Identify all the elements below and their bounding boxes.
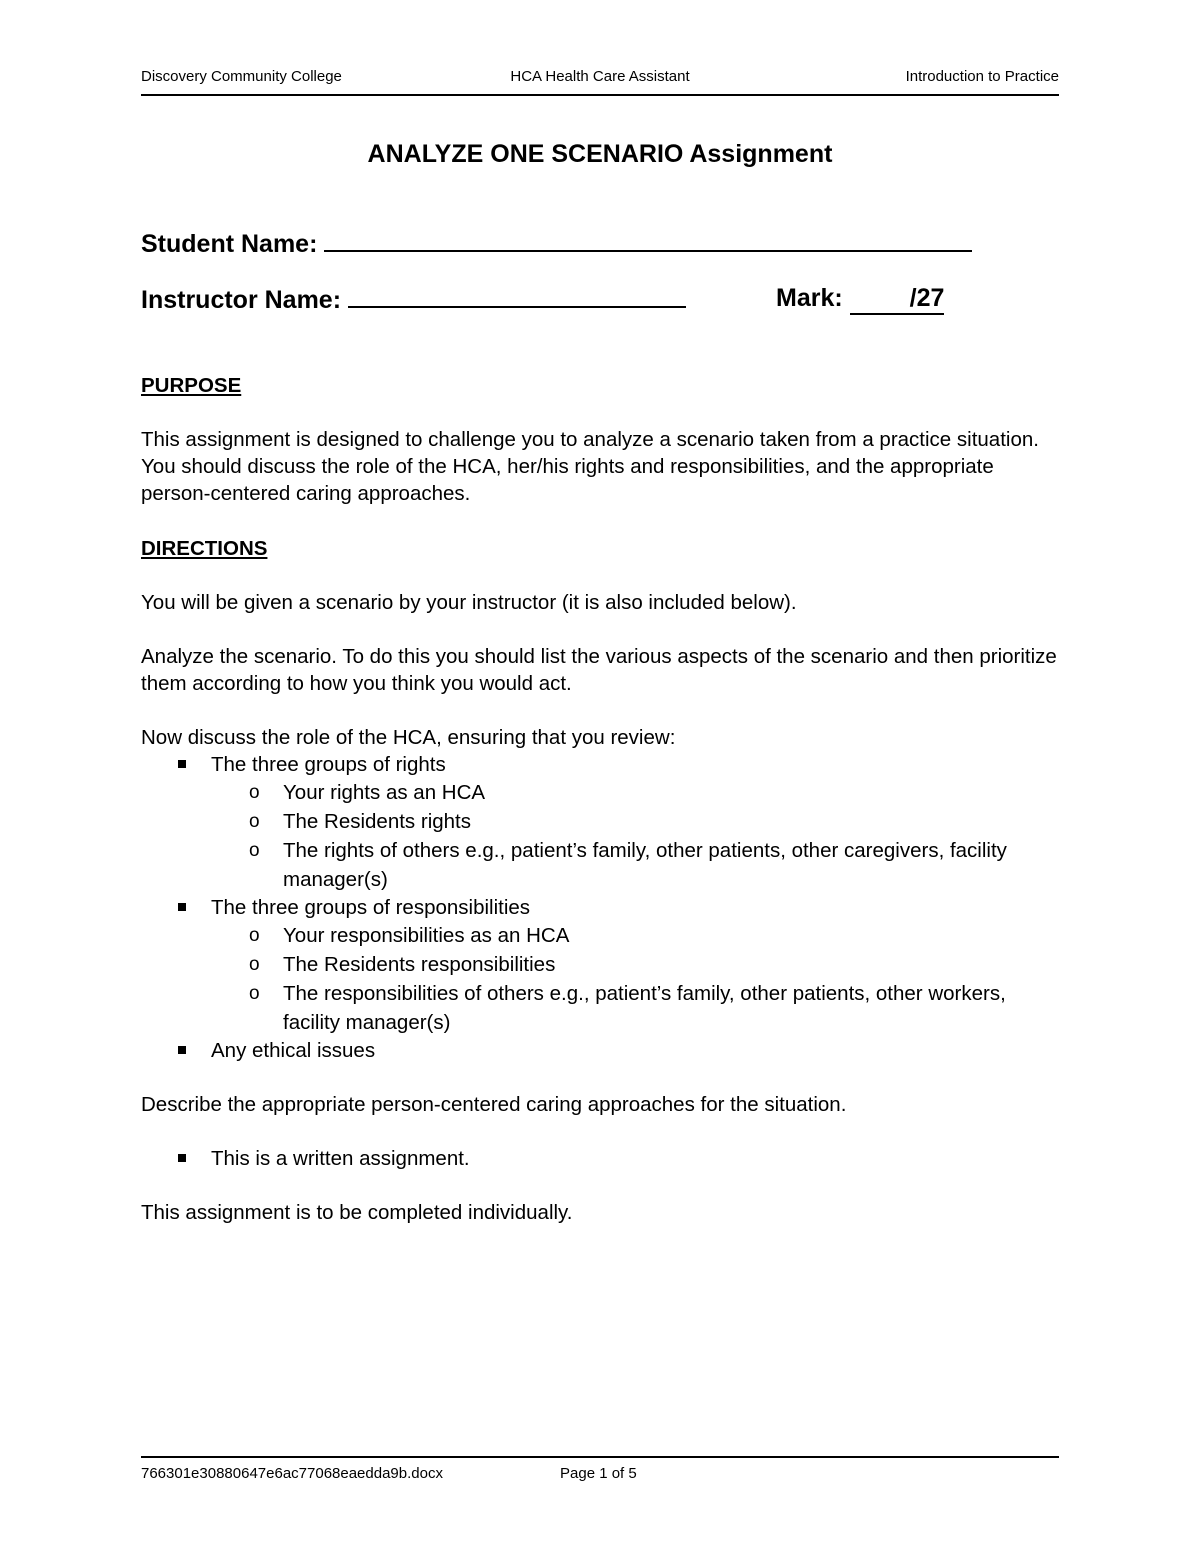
page-title: ANALYZE ONE SCENARIO Assignment bbox=[367, 140, 833, 168]
list-item bbox=[141, 894, 1061, 1037]
purpose-text: This assignment is designed to challenge you to analyze a scenario taken from a practice situation. You should discuss the role of the HCA, her/his rights and responsibilities, and the appropriate person-centered caring approaches. bbox=[141, 428, 1039, 505]
student-name-field[interactable] bbox=[141, 228, 972, 259]
list-item-label: Your responsibilities as an HCA bbox=[283, 924, 570, 947]
page-header bbox=[141, 68, 1059, 90]
list-item bbox=[141, 979, 1061, 1037]
list-item-label: The rights of others e.g., patient’s family, other patients, other caregivers, facility manager(s) bbox=[283, 839, 1007, 891]
directions-paragraph-4: Describe the appropriate person-centered caring approaches for the situation. bbox=[141, 1093, 847, 1116]
list-item bbox=[141, 807, 1061, 836]
directions-paragraph-3: Now discuss the role of the HCA, ensuring that you review: bbox=[141, 726, 676, 749]
list-item bbox=[141, 1037, 1061, 1064]
directions-heading: DIRECTIONS bbox=[141, 537, 268, 560]
mark-field[interactable] bbox=[776, 284, 944, 315]
list-item bbox=[141, 778, 1061, 807]
sub-list bbox=[141, 778, 1061, 894]
student-name-label: Student Name: bbox=[141, 230, 318, 258]
sub-list bbox=[141, 921, 1061, 1037]
instructor-name-label: Instructor Name: bbox=[141, 286, 342, 314]
footer-filename: 766301e30880647e6ac77068eaedda9b.docx bbox=[141, 1465, 443, 1482]
written-list bbox=[141, 1145, 1061, 1172]
directions-paragraph-2: Analyze the scenario. To do this you should list the various aspects of the scenario and then prioritize them according to how you think you would act. bbox=[141, 645, 1057, 695]
list-item-label: The Residents rights bbox=[283, 810, 472, 833]
student-name-blank[interactable] bbox=[324, 228, 972, 252]
header-divider bbox=[141, 94, 1059, 96]
list-item-label: The three groups of responsibilities bbox=[211, 896, 531, 919]
mark-total: /27 bbox=[850, 284, 945, 315]
page-footer bbox=[141, 1465, 1059, 1485]
header-program: HCA Health Care Assistant bbox=[510, 68, 690, 85]
circle-bullet-icon: o bbox=[249, 840, 260, 861]
header-college: Discovery Community College bbox=[141, 68, 342, 85]
circle-bullet-icon: o bbox=[249, 983, 260, 1004]
purpose-heading: PURPOSE bbox=[141, 374, 242, 397]
footer-page-number: Page 1 of 5 bbox=[560, 1465, 637, 1482]
list-item bbox=[141, 751, 1061, 894]
square-bullet-icon bbox=[178, 760, 186, 768]
list-item-label: Your rights as an HCA bbox=[283, 781, 486, 804]
directions-paragraph-5: This assignment is to be completed individually. bbox=[141, 1201, 573, 1224]
list-item-label: The Residents responsibilities bbox=[283, 953, 556, 976]
directions-paragraph-1: You will be given a scenario by your instructor (it is also included below). bbox=[141, 591, 797, 614]
circle-bullet-icon: o bbox=[249, 925, 260, 946]
header-course: Introduction to Practice bbox=[905, 68, 1059, 85]
square-bullet-icon bbox=[178, 903, 186, 911]
circle-bullet-icon: o bbox=[249, 954, 260, 975]
circle-bullet-icon: o bbox=[249, 811, 260, 832]
square-bullet-icon bbox=[178, 1046, 186, 1054]
circle-bullet-icon: o bbox=[249, 782, 260, 803]
list-item-label: Any ethical issues bbox=[211, 1039, 376, 1062]
instructor-name-field[interactable] bbox=[141, 284, 686, 315]
directions-section bbox=[141, 535, 1061, 1226]
list-item bbox=[141, 950, 1061, 979]
purpose-section bbox=[141, 372, 1061, 507]
review-list bbox=[141, 751, 1061, 1064]
mark-label: Mark: bbox=[776, 284, 843, 312]
list-item-label: This is a written assignment. bbox=[211, 1147, 470, 1170]
list-item-label: The responsibilities of others e.g., patient’s family, other patients, other workers, facility manager(s) bbox=[283, 982, 1006, 1034]
list-item bbox=[141, 921, 1061, 950]
list-item-label: The three groups of rights bbox=[211, 753, 446, 776]
list-item bbox=[141, 836, 1061, 894]
square-bullet-icon bbox=[178, 1154, 186, 1162]
list-item bbox=[141, 1145, 1061, 1172]
footer-divider bbox=[141, 1456, 1059, 1458]
instructor-name-blank[interactable] bbox=[348, 284, 686, 308]
